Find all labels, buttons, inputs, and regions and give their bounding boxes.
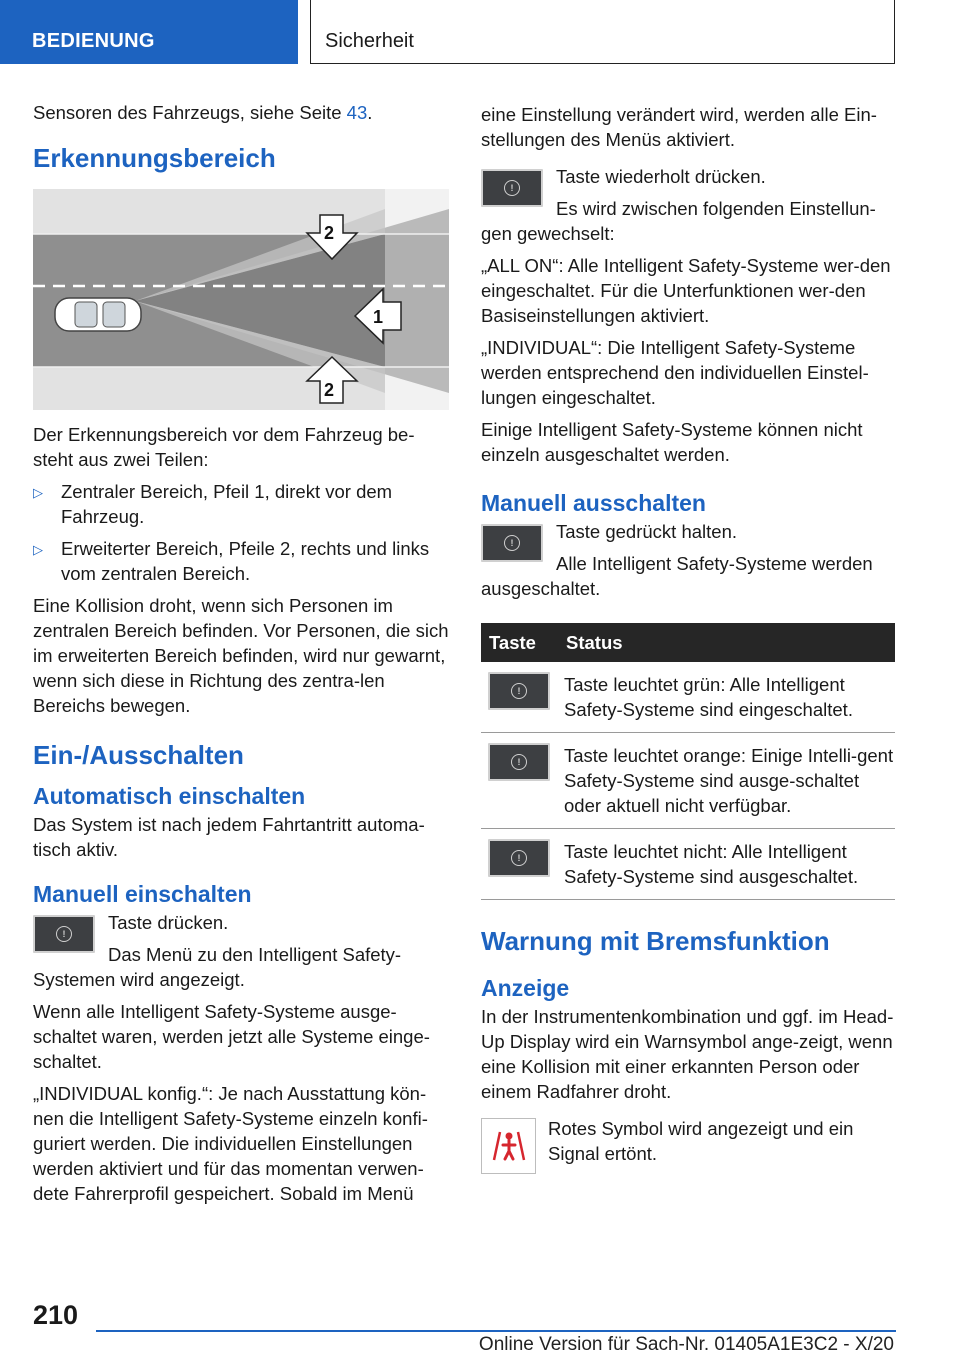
column-header-button: Taste <box>481 623 564 662</box>
list-item: ▷ Erweiterter Bereich, Pfeile 2, rechts und links vom zentralen Bereich. <box>33 538 430 584</box>
safety-button-image <box>33 915 95 953</box>
status-cell: Taste leuchtet nicht: Alle Intelligent Safety-Systeme sind ausgeschaltet. <box>564 829 895 900</box>
status-table <box>481 623 895 900</box>
heading-manual-on: Manuell einschalten <box>33 881 252 907</box>
arrow-2-top-label: 2 <box>324 223 335 243</box>
continued-paragraph: eine Einstellung verändert wird, werden alle Ein-stellungen des Menüs aktiviert. <box>481 104 877 150</box>
safety-button-green-image <box>488 672 550 710</box>
repeat-step-2: Es wird zwischen folgenden Einstellun-gen gewechselt: <box>481 198 876 244</box>
arrow-2-bottom-label: 2 <box>324 380 335 400</box>
manual-on-paragraph-3: Wenn alle Intelligent Safety-Systeme ausge-schaltet waren, werden jetzt alle Systeme einge-schaltet. <box>33 1001 430 1072</box>
chapter-tab: BEDIENUNG <box>0 0 298 64</box>
heading-display: Anzeige <box>481 975 570 1001</box>
pedestrian-warning-icon <box>481 1118 536 1174</box>
heading-manual-off: Manuell ausschalten <box>481 490 706 516</box>
safety-button-image <box>481 169 543 207</box>
safety-systems-icon: ! <box>511 754 527 770</box>
footer-online-version: Online Version für Sach-Nr. 01405A1E3C2 - X/20 <box>478 1334 894 1355</box>
heading-auto-on: Automatisch einschalten <box>33 783 306 809</box>
page-number: 210 <box>33 1300 79 1330</box>
some-systems-paragraph: Einige Intelligent Safety-Systeme können nicht einzeln ausgeschaltet werden. <box>481 419 863 465</box>
safety-systems-icon: ! <box>511 683 527 699</box>
all-on-paragraph: „ALL ON“: Alle Intelligent Safety-Systeme wer-den eingeschaltet. Für die Unterfunktionen wer-den Basiseinstellungen aktiviert. <box>481 255 891 326</box>
footer-divider <box>96 1330 896 1332</box>
column-header-status: Status <box>564 623 895 662</box>
heading-on-off: Ein-/Ausschalten <box>33 740 244 770</box>
safety-systems-icon: ! <box>504 180 520 196</box>
table-row <box>481 829 895 900</box>
right-column <box>481 102 895 1178</box>
table-header-row <box>481 623 895 662</box>
table-row <box>481 662 895 733</box>
arrow-1-label: 1 <box>373 307 384 327</box>
heading-warning-braking: Warnung mit Bremsfunktion <box>481 926 830 956</box>
individual-paragraph: „INDIVIDUAL“: Die Intelligent Safety-Systeme werden entsprechend den individuellen Einstel-lungen eingeschaltet. <box>481 337 869 408</box>
red-symbol-text: Rotes Symbol wird angezeigt und ein Signal ertönt. <box>548 1118 854 1164</box>
detection-paragraph-2: Eine Kollision droht, wenn sich Personen im zentralen Bereich befinden. Vor Personen, die sich im erweiterten Bereich befinden, wird nur gewarnt, wenn sich diese in Richtung des zentra-len Bereichs bewegen. <box>33 595 449 716</box>
car-icon <box>55 298 141 331</box>
manual-on-step-2: Das Menü zu den Intelligent Safety-Systemen wird angezeigt. <box>33 944 402 990</box>
triangle-bullet-icon: ▷ <box>33 542 43 557</box>
section-title: Sicherheit <box>310 0 895 64</box>
intro-paragraph: Sensoren des Fahrzeugs, siehe Seite 43. <box>33 102 373 123</box>
table-row <box>481 733 895 829</box>
manual-off-step-2: Alle Intelligent Safety-Systeme werden ausgeschaltet. <box>481 553 873 599</box>
safety-systems-icon: ! <box>56 926 72 942</box>
status-cell: Taste leuchtet grün: Alle Intelligent Safety-Systeme sind eingeschaltet. <box>564 662 895 733</box>
detection-paragraph-1: Der Erkennungsbereich vor dem Fahrzeug be-steht aus zwei Teilen: <box>33 424 415 470</box>
safety-systems-icon: ! <box>511 850 527 866</box>
list-item: ▷ Zentraler Bereich, Pfeil 1, direkt vor dem Fahrzeug. <box>33 481 393 527</box>
heading-detection-area: Erkennungsbereich <box>33 143 276 173</box>
display-paragraph: In der Instrumentenkombination und ggf. im Head-Up Display wird ein Warnsymbol ange-zeigt, wenn eine Kollision mit einer erkannten Person oder einem Radfahrer droht. <box>481 1006 894 1102</box>
manual-on-paragraph-4: „INDIVIDUAL konfig.“: Je nach Ausstattung kön-nen die Intelligent Safety-Systeme einzeln konfi-guriert werden. Die individuellen Einstellungen werden aktiviert und für das momentan verwen-dete Fahrerprofil gespeichert. Sobald im Menü <box>33 1083 428 1204</box>
repeat-step-1: Taste wiederholt drücken. <box>556 166 766 187</box>
detection-diagram <box>33 189 449 410</box>
manual-off-step-1: Taste gedrückt halten. <box>556 521 737 542</box>
triangle-bullet-icon: ▷ <box>33 485 43 500</box>
safety-systems-icon: ! <box>504 535 520 551</box>
safety-button-off-image <box>488 839 550 877</box>
safety-button-image <box>481 524 543 562</box>
auto-on-text: Das System ist nach jedem Fahrtantritt automa-tisch aktiv. <box>33 814 425 860</box>
left-column <box>33 100 449 1213</box>
detection-area-figure <box>33 189 449 410</box>
page-link[interactable]: 43 <box>346 102 368 123</box>
manual-on-step-1: Taste drücken. <box>108 912 229 933</box>
status-cell: Taste leuchtet orange: Einige Intelli-gent Safety-Systeme sind ausge-schaltet oder aktuell nicht verfügbar. <box>564 733 895 829</box>
safety-button-orange-image <box>488 743 550 781</box>
